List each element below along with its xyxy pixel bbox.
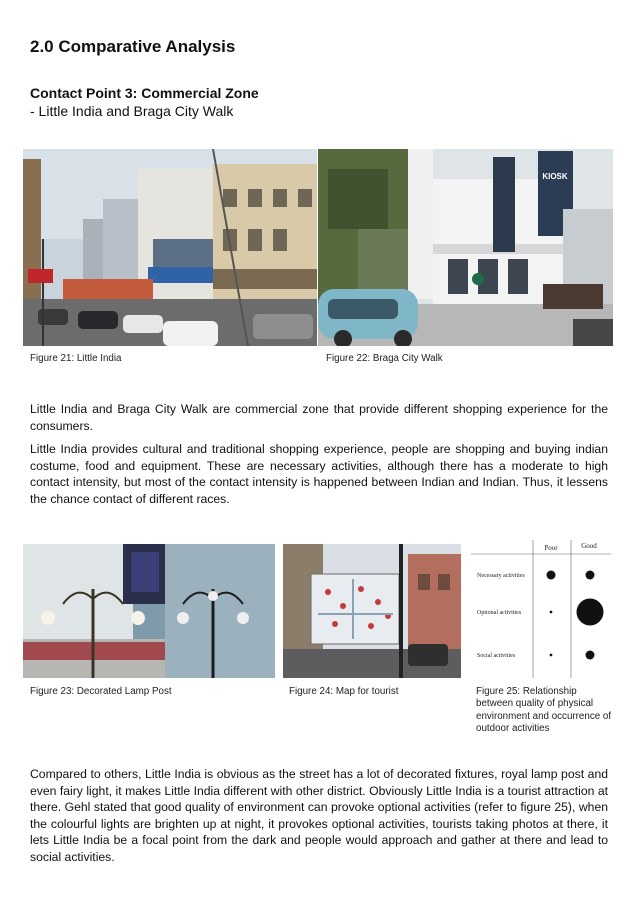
figure-25-chart bbox=[471, 540, 611, 678]
figure-24-caption: Figure 24: Map for tourist bbox=[289, 686, 399, 697]
paragraph-little-india-fixtures: Compared to others, Little India is obvious as the street has a lot of decorated fixtures, royal lamp post and even fairy light, it makes Little India different with other district. Obviously Little India is a tourist attraction at there. Gehl stated that good quality of environment can provoke optional activities (refer to figure 25), when the colourful lights are brighten up at night, it provokes optional activities, tourists taking photos at there, it lets Little India be a focal point from the dark and people would approach and gather at there and lead to social activities. bbox=[30, 767, 608, 864]
tourist-map-photo bbox=[283, 544, 461, 678]
good-dot bbox=[577, 599, 604, 626]
row-label: Necessary activities bbox=[477, 573, 525, 579]
row-label: Optional activities bbox=[477, 610, 522, 616]
figure-25-caption: Figure 25: Relationship between quality of physical environment and occurrence of outdoor activities bbox=[476, 686, 612, 735]
column-poor-label: Poor bbox=[544, 544, 558, 552]
good-dot bbox=[586, 651, 595, 660]
section-heading: Contact Point 3: Commercial Zone bbox=[30, 85, 259, 101]
figure-22-caption: Figure 22: Braga City Walk bbox=[326, 353, 443, 364]
paragraph-little-india: Little India provides cultural and traditional shopping experience, people are shopping and buying indian costume, food and equipment. These are necessary activities, although there has a moderate to high contact intensity, but most of the contact intensity is happened between Indian and Indian. Thus, it lessens the chance contact of different races. bbox=[30, 442, 608, 506]
poor-dot bbox=[547, 571, 556, 580]
column-good-label: Good bbox=[581, 542, 597, 550]
kiosk-sign: KIOSK bbox=[542, 172, 568, 181]
decorated-lamp-post-photo bbox=[23, 544, 275, 678]
row-label: Social activities bbox=[477, 653, 516, 659]
poor-dot bbox=[550, 611, 553, 614]
figure-21-caption: Figure 21: Little India bbox=[30, 353, 122, 364]
little-india-photo bbox=[23, 149, 317, 346]
good-dot bbox=[586, 571, 595, 580]
poor-dot bbox=[550, 654, 553, 657]
section-subtitle: - Little India and Braga City Walk bbox=[30, 103, 234, 119]
page-title: 2.0 Comparative Analysis bbox=[30, 37, 236, 56]
paragraph-intro: Little India and Braga City Walk are commercial zone that provide different shopping experience for the consumers. bbox=[30, 402, 608, 433]
figure-23-caption: Figure 23: Decorated Lamp Post bbox=[30, 686, 172, 697]
braga-city-walk-photo bbox=[318, 149, 613, 346]
